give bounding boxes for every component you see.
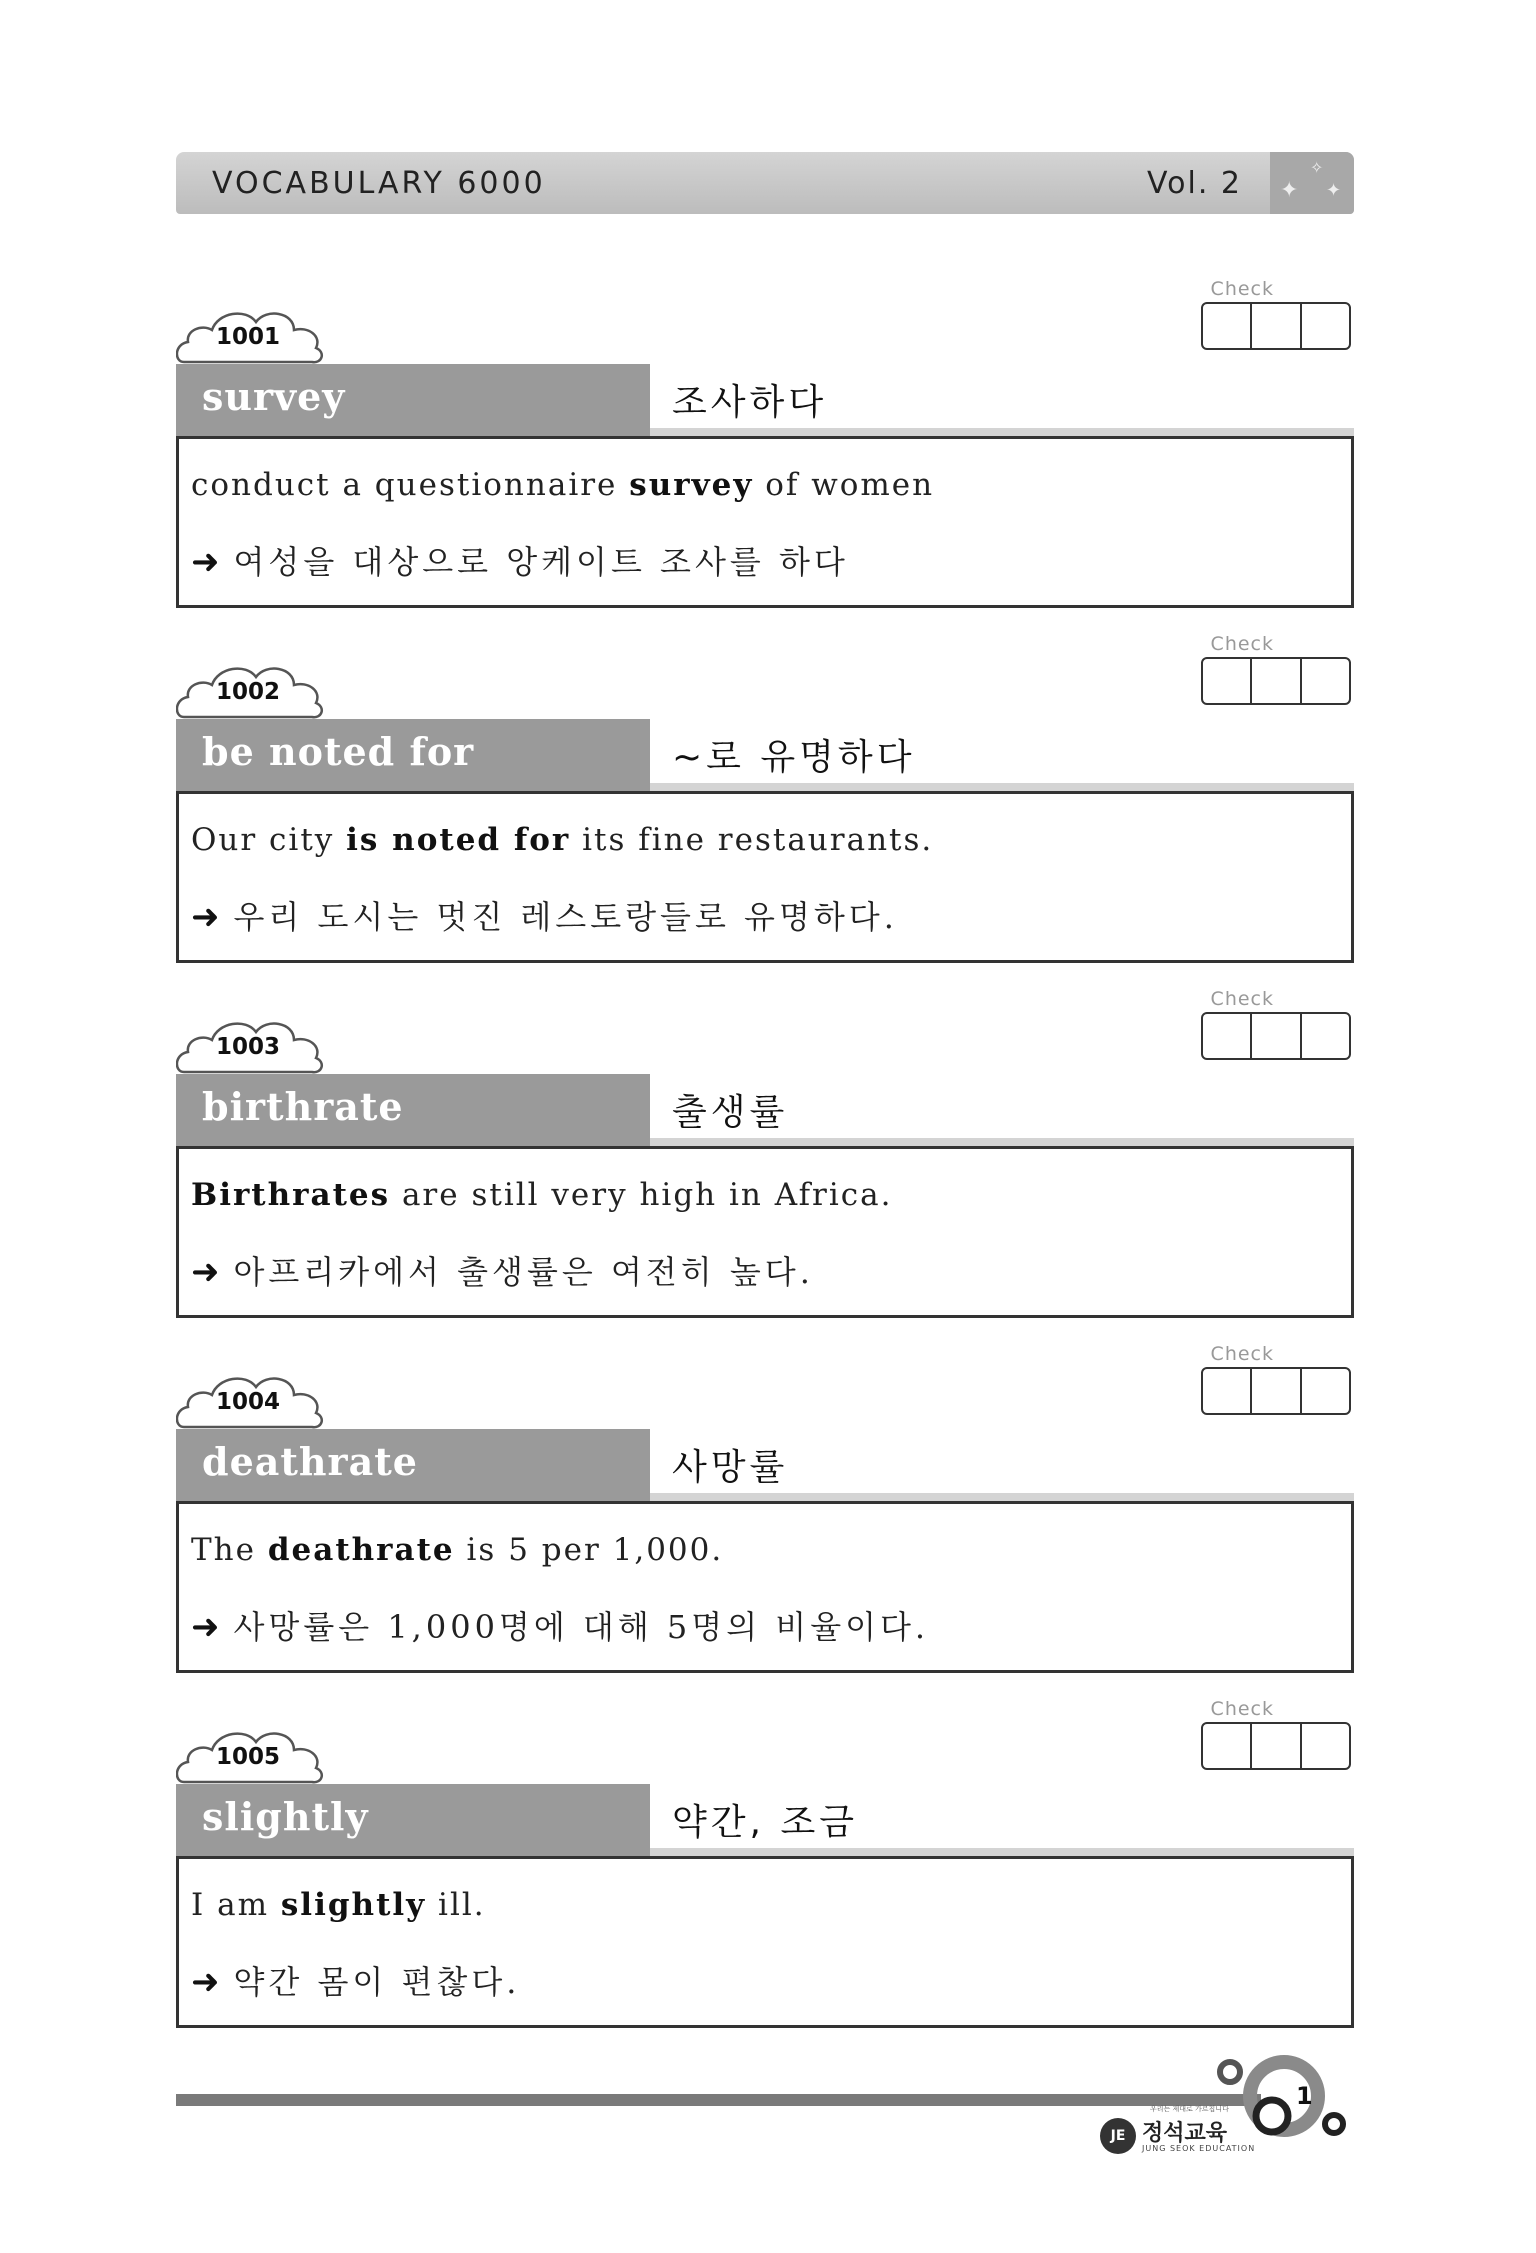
example-before: conduct a questionnaire	[191, 467, 630, 503]
meaning: 출생률	[672, 1092, 789, 1133]
example-box	[176, 1146, 1354, 1318]
example-english	[191, 467, 934, 503]
check-box[interactable]	[1252, 304, 1301, 348]
example-keyword: survey	[629, 467, 754, 503]
example-after: are still very high in Africa.	[390, 1177, 893, 1213]
meaning: 조사하다	[672, 382, 828, 423]
word-bar	[176, 719, 650, 791]
word-bar	[176, 364, 650, 436]
arrow-right-icon: ➜	[191, 542, 220, 582]
header-bar	[176, 152, 1354, 214]
example-korean-row	[191, 1602, 929, 1648]
check-box[interactable]	[1252, 659, 1301, 703]
meaning-underline	[650, 783, 1354, 791]
meaning: 사망률	[672, 1447, 789, 1488]
check-box[interactable]	[1203, 1724, 1252, 1768]
example-before: The	[191, 1532, 268, 1568]
check-label: Check	[1210, 988, 1274, 1010]
word-bar	[176, 1429, 650, 1501]
example-box	[176, 1856, 1354, 2028]
arrow-right-icon: ➜	[191, 1962, 220, 2002]
headword: birthrate	[202, 1084, 404, 1129]
check-box[interactable]	[1203, 1014, 1252, 1058]
example-after: its fine restaurants.	[570, 822, 934, 858]
example-korean: 약간 몸이 편찮다.	[233, 1963, 521, 2001]
vocab-entry	[176, 278, 1354, 588]
check-box[interactable]	[1302, 1724, 1349, 1768]
check-box[interactable]	[1203, 1369, 1252, 1413]
meaning-underline	[650, 1848, 1354, 1856]
check-box[interactable]	[1203, 304, 1252, 348]
footer-line	[176, 2094, 1261, 2106]
example-keyword: slightly	[280, 1887, 427, 1923]
check-box[interactable]	[1252, 1369, 1301, 1413]
check-box[interactable]	[1203, 659, 1252, 703]
sparkle-icon: ✦	[1326, 180, 1342, 201]
publisher-name: 정석교육	[1142, 2121, 1228, 2146]
entry-number: 1004	[216, 1389, 281, 1415]
example-korean-row	[191, 892, 898, 938]
example-box	[176, 436, 1354, 608]
check-boxes	[1201, 1722, 1351, 1770]
example-before: I am	[191, 1887, 281, 1923]
example-english	[191, 1887, 486, 1923]
entry-number: 1003	[216, 1034, 281, 1060]
example-english	[191, 1532, 723, 1568]
entry-number: 1002	[216, 679, 281, 705]
example-korean-row	[191, 1247, 814, 1293]
example-korean: 사망률은 1,000명에 대해 5명의 비율이다.	[233, 1608, 930, 1646]
vocab-entry	[176, 988, 1354, 1298]
check-box[interactable]	[1302, 1369, 1349, 1413]
example-korean-row	[191, 1957, 520, 2003]
check-box[interactable]	[1252, 1014, 1301, 1058]
example-english	[191, 1177, 892, 1213]
example-korean: 아프리카에서 출생률은 여전히 높다.	[233, 1253, 814, 1291]
sparkle-icon: ✧	[1310, 158, 1324, 177]
arrow-right-icon: ➜	[191, 1607, 220, 1647]
header-title: VOCABULARY 6000	[212, 166, 546, 201]
headword: be noted for	[202, 729, 475, 774]
headword: deathrate	[202, 1439, 418, 1484]
example-keyword: deathrate	[267, 1532, 455, 1568]
check-box[interactable]	[1302, 1014, 1349, 1058]
meaning: ~로 유명하다	[672, 737, 916, 778]
example-after: is 5 per 1,000.	[454, 1532, 724, 1568]
word-bar	[176, 1074, 650, 1146]
check-box[interactable]	[1302, 304, 1349, 348]
check-box[interactable]	[1252, 1724, 1301, 1768]
check-boxes	[1201, 1367, 1351, 1415]
example-korean: 우리 도시는 멋진 레스토랑들로 유명하다.	[233, 898, 898, 936]
check-boxes	[1201, 657, 1351, 705]
arrow-right-icon: ➜	[191, 897, 220, 937]
meaning: 약간, 조금	[672, 1802, 858, 1843]
example-box	[176, 1501, 1354, 1673]
example-keyword: Birthrates	[191, 1177, 391, 1213]
meaning-underline	[650, 1138, 1354, 1146]
headword: survey	[202, 374, 346, 419]
vocab-entry	[176, 633, 1354, 943]
meaning-underline	[650, 428, 1354, 436]
entry-number: 1005	[216, 1744, 281, 1770]
logo-mark: JE	[1100, 2118, 1136, 2154]
check-label: Check	[1210, 278, 1274, 300]
arrow-right-icon: ➜	[191, 1252, 220, 1292]
publisher-logo	[1100, 2105, 1256, 2162]
check-boxes	[1201, 302, 1351, 350]
check-label: Check	[1210, 1343, 1274, 1365]
sparkle-icon: ✦	[1280, 178, 1299, 203]
header-decoration	[1270, 152, 1354, 214]
publisher-tagline: 우리는 제대로 가르칩니다	[1150, 2105, 1229, 2113]
example-korean-row	[191, 537, 849, 583]
check-box[interactable]	[1302, 659, 1349, 703]
word-bar	[176, 1784, 650, 1856]
check-label: Check	[1210, 633, 1274, 655]
example-english	[191, 822, 933, 858]
publisher-name-en: JUNG SEOK EDUCATION	[1142, 2144, 1256, 2153]
example-after: of women	[753, 467, 935, 503]
meaning-underline	[650, 1493, 1354, 1501]
headword: slightly	[202, 1794, 369, 1839]
example-keyword: is noted for	[346, 822, 571, 858]
example-after: ill.	[426, 1887, 486, 1923]
check-boxes	[1201, 1012, 1351, 1060]
entry-number: 1001	[216, 324, 281, 350]
page-number: 1	[1296, 2082, 1313, 2110]
vocab-entry	[176, 1698, 1354, 2008]
example-box	[176, 791, 1354, 963]
vocab-entry	[176, 1343, 1354, 1653]
check-label: Check	[1210, 1698, 1274, 1720]
example-before: Our city	[191, 822, 347, 858]
example-korean: 여성을 대상으로 앙케이트 조사를 하다	[233, 543, 849, 581]
volume-label: Vol. 2	[1146, 166, 1242, 201]
